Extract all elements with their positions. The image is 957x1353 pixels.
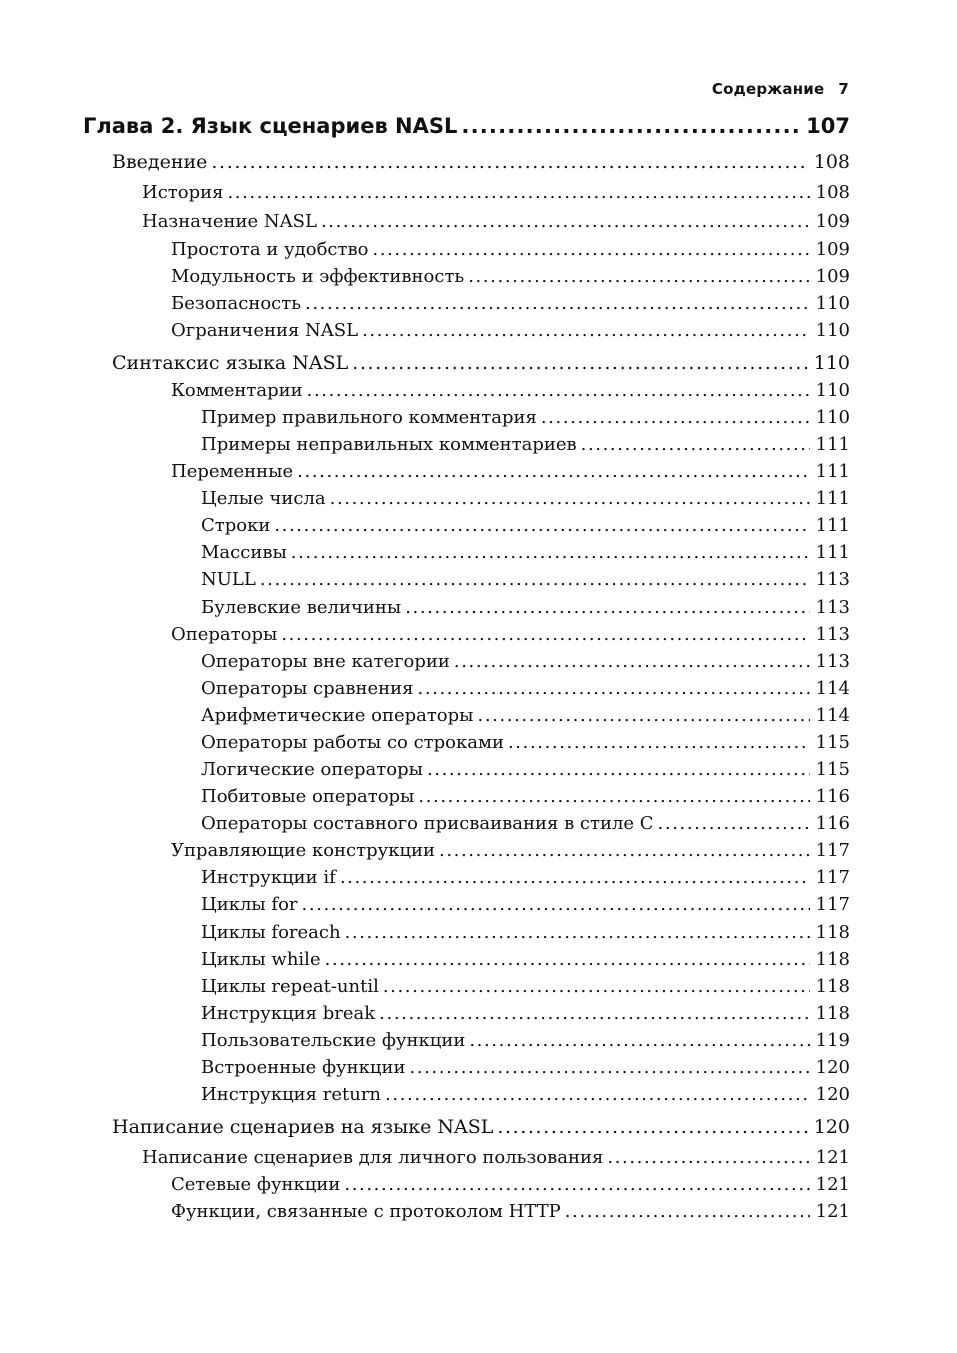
toc-entry-page: 118 xyxy=(815,976,850,997)
toc-entry-title: Ограничения NASL xyxy=(171,320,359,341)
toc-entry-title: Инструкция return xyxy=(201,1084,382,1105)
toc-item[interactable] xyxy=(171,1201,850,1228)
dot-leader xyxy=(565,1201,810,1222)
toc-entry-title: Пользовательские функции xyxy=(201,1030,466,1051)
dot-leader xyxy=(352,352,807,374)
toc-entry-page: 121 xyxy=(815,1201,850,1222)
dot-leader xyxy=(418,678,810,699)
dot-leader xyxy=(418,786,809,807)
dot-leader xyxy=(497,1116,807,1138)
toc-entry-page: 110 xyxy=(815,380,850,401)
toc-entry-title: Написание сценариев на языке NASL xyxy=(112,1116,494,1138)
toc-entry-page: 121 xyxy=(815,1147,850,1168)
toc-subitem[interactable] xyxy=(201,569,850,596)
toc-entry-page: 118 xyxy=(815,922,850,943)
page-number: 7 xyxy=(838,80,849,98)
toc-entry-title: Безопасность xyxy=(171,293,302,314)
dot-leader xyxy=(658,813,810,834)
toc-subsection[interactable] xyxy=(142,182,850,209)
dot-leader xyxy=(274,515,809,536)
dot-leader xyxy=(409,1057,809,1078)
toc-item[interactable] xyxy=(171,840,850,867)
toc-entry-title: Пример правильного комментария xyxy=(201,407,537,428)
toc-entry-title: Введение xyxy=(112,151,208,173)
toc-entry-page: 121 xyxy=(815,1174,850,1195)
dot-leader xyxy=(379,1003,809,1024)
toc-entry-title: Целые числа xyxy=(201,488,326,509)
toc-entry-page: 108 xyxy=(813,151,850,173)
toc-entry-page: 117 xyxy=(815,894,850,915)
toc-entry-page: 109 xyxy=(815,266,850,287)
toc-entry-title: Инструкция break xyxy=(201,1003,376,1024)
dot-leader xyxy=(439,840,810,861)
toc-entry-title: Написание сценариев для личного пользования xyxy=(142,1147,604,1168)
dot-leader xyxy=(581,434,810,455)
toc-entry-page: 107 xyxy=(806,114,850,138)
toc-chapter[interactable] xyxy=(83,114,850,144)
toc-entry-page: 116 xyxy=(815,786,850,807)
dot-leader xyxy=(541,407,810,428)
toc-entry-page: 114 xyxy=(815,678,850,699)
toc-entry-page: 113 xyxy=(815,569,850,590)
toc-entry-title: Комментарии xyxy=(171,380,303,401)
toc-entry-page: 109 xyxy=(815,211,850,232)
toc-entry-title: Инструкции if xyxy=(201,867,336,888)
toc-item[interactable] xyxy=(171,461,850,488)
toc-entry-title: История xyxy=(142,182,224,203)
toc-entry-title: Циклы for xyxy=(201,894,298,915)
toc-entry-page: 120 xyxy=(815,1057,850,1078)
toc-subitem[interactable] xyxy=(201,1084,850,1111)
toc-entry-title: Арифметические операторы xyxy=(201,705,474,726)
toc-entry-title: Операторы составного присваивания в стиле C xyxy=(201,813,654,834)
toc-subitem[interactable] xyxy=(201,651,850,678)
running-head-title: Содержание xyxy=(711,80,825,98)
toc-subitem[interactable] xyxy=(201,488,850,515)
toc-entry-title: Операторы работы со строками xyxy=(201,732,504,753)
dot-leader xyxy=(383,976,810,997)
toc-entry-page: 119 xyxy=(815,1030,850,1051)
dot-leader xyxy=(405,597,809,618)
toc-entry-title: Управляющие конструкции xyxy=(171,840,436,861)
toc-subitem[interactable] xyxy=(201,434,850,461)
toc-entry-title: NULL xyxy=(201,569,256,590)
toc-subitem[interactable] xyxy=(201,1003,850,1030)
toc-entry-page: 110 xyxy=(815,293,850,314)
toc-section[interactable] xyxy=(112,151,850,179)
dot-leader xyxy=(344,1174,809,1195)
toc-entry-page: 115 xyxy=(815,732,850,753)
toc-entry-page: 118 xyxy=(815,1003,850,1024)
toc-section[interactable] xyxy=(112,1116,850,1144)
toc-item[interactable] xyxy=(171,239,850,266)
dot-leader xyxy=(372,239,809,260)
toc-entry-title: Логические операторы xyxy=(201,759,423,780)
dot-leader xyxy=(454,651,810,672)
toc-subitem[interactable] xyxy=(201,542,850,569)
dot-leader xyxy=(330,488,810,509)
dot-leader xyxy=(468,266,809,287)
toc-entry-page: 115 xyxy=(815,759,850,780)
dot-leader xyxy=(211,151,807,173)
toc-entry-page: 110 xyxy=(815,320,850,341)
dot-leader xyxy=(227,182,809,203)
toc-subitem[interactable] xyxy=(201,786,850,813)
toc-entry-title: Функции, связанные с протоколом HTTP xyxy=(171,1201,561,1222)
toc-entry-title: Строки xyxy=(201,515,271,536)
dot-leader xyxy=(325,949,810,970)
toc-entry-title: Модульность и эффективность xyxy=(171,266,465,287)
toc-subsection[interactable] xyxy=(142,1147,850,1174)
toc-subitem[interactable] xyxy=(201,949,850,976)
dot-leader xyxy=(321,211,810,232)
toc-item[interactable] xyxy=(171,380,850,407)
toc-subitem[interactable] xyxy=(201,705,850,732)
dot-leader xyxy=(607,1147,809,1168)
toc-item[interactable] xyxy=(171,1174,850,1201)
toc-entry-title: Операторы xyxy=(171,624,278,645)
toc-subitem[interactable] xyxy=(201,732,850,759)
toc-entry-page: 111 xyxy=(815,488,850,509)
toc-subsection[interactable] xyxy=(142,211,850,238)
dot-leader xyxy=(297,461,809,482)
dot-leader xyxy=(302,894,810,915)
dot-leader xyxy=(340,867,810,888)
toc-entry-page: 111 xyxy=(815,542,850,563)
dot-leader xyxy=(291,542,810,563)
toc-entry-page: 120 xyxy=(813,1116,850,1138)
toc-entry-page: 113 xyxy=(815,597,850,618)
dot-leader xyxy=(427,759,810,780)
toc-entry-title: Сетевые функции xyxy=(171,1174,341,1195)
toc-item[interactable] xyxy=(171,293,850,320)
toc-subitem[interactable] xyxy=(201,1030,850,1057)
toc-subitem[interactable] xyxy=(201,1057,850,1084)
toc-entry-page: 109 xyxy=(815,239,850,260)
toc-entry-title: Массивы xyxy=(201,542,287,563)
toc-entry-title: Операторы вне категории xyxy=(201,651,450,672)
toc-subitem[interactable] xyxy=(201,515,850,542)
toc-entry-title: Операторы сравнения xyxy=(201,678,414,699)
toc-entry-page: 118 xyxy=(815,949,850,970)
toc-subitem[interactable] xyxy=(201,894,850,921)
toc-entry-title: Переменные xyxy=(171,461,294,482)
toc-item[interactable] xyxy=(171,624,850,651)
dot-leader xyxy=(385,1084,810,1105)
toc-entry-title: Примеры неправильных комментариев xyxy=(201,434,577,455)
toc-entry-page: 114 xyxy=(815,705,850,726)
toc-entry-title: Простота и удобство xyxy=(171,239,369,260)
toc-entry-page: 113 xyxy=(815,651,850,672)
toc-subitem[interactable] xyxy=(201,976,850,1003)
toc-entry-page: 110 xyxy=(813,352,850,374)
toc-entry-page: 111 xyxy=(815,461,850,482)
toc-entry-title: Назначение NASL xyxy=(142,211,317,232)
toc-entry-page: 111 xyxy=(815,515,850,536)
dot-leader xyxy=(478,705,810,726)
dot-leader xyxy=(508,732,810,753)
toc-subitem[interactable] xyxy=(201,759,850,786)
toc-entry-page: 120 xyxy=(815,1084,850,1105)
dot-leader xyxy=(461,114,800,138)
toc-entry-page: 110 xyxy=(815,407,850,428)
toc-entry-title: Встроенные функции xyxy=(201,1057,406,1078)
toc-section[interactable] xyxy=(112,352,850,380)
toc-entry-page: 111 xyxy=(815,434,850,455)
toc-subitem[interactable] xyxy=(201,407,850,434)
toc-subitem[interactable] xyxy=(201,678,850,705)
toc-entry-page: 117 xyxy=(815,867,850,888)
dot-leader xyxy=(362,320,810,341)
dot-leader xyxy=(307,380,810,401)
toc-entry-title: Циклы repeat-until xyxy=(201,976,379,997)
toc-subitem[interactable] xyxy=(201,813,850,840)
toc-entry-title: Побитовые операторы xyxy=(201,786,415,807)
toc-entry-title: Циклы foreach xyxy=(201,922,341,943)
dot-leader xyxy=(469,1030,809,1051)
toc-item[interactable] xyxy=(171,320,850,347)
toc-subitem[interactable] xyxy=(201,867,850,894)
running-head xyxy=(712,80,849,98)
toc-entry-page: 113 xyxy=(815,624,850,645)
dot-leader xyxy=(260,569,810,590)
toc-entry-page: 108 xyxy=(815,182,850,203)
dot-leader xyxy=(281,624,809,645)
dot-leader xyxy=(305,293,810,314)
toc-entry-page: 117 xyxy=(815,840,850,861)
toc-item[interactable] xyxy=(171,266,850,293)
toc-subitem[interactable] xyxy=(201,597,850,624)
toc-entry-page: 116 xyxy=(815,813,850,834)
toc-entry-title: Булевские величины xyxy=(201,597,402,618)
toc-entry-title: Циклы while xyxy=(201,949,321,970)
toc-entry-title: Синтаксис языка NASL xyxy=(112,352,349,374)
dot-leader xyxy=(345,922,810,943)
toc-subitem[interactable] xyxy=(201,922,850,949)
toc-entry-title: Глава 2. Язык сценариев NASL xyxy=(83,114,458,138)
